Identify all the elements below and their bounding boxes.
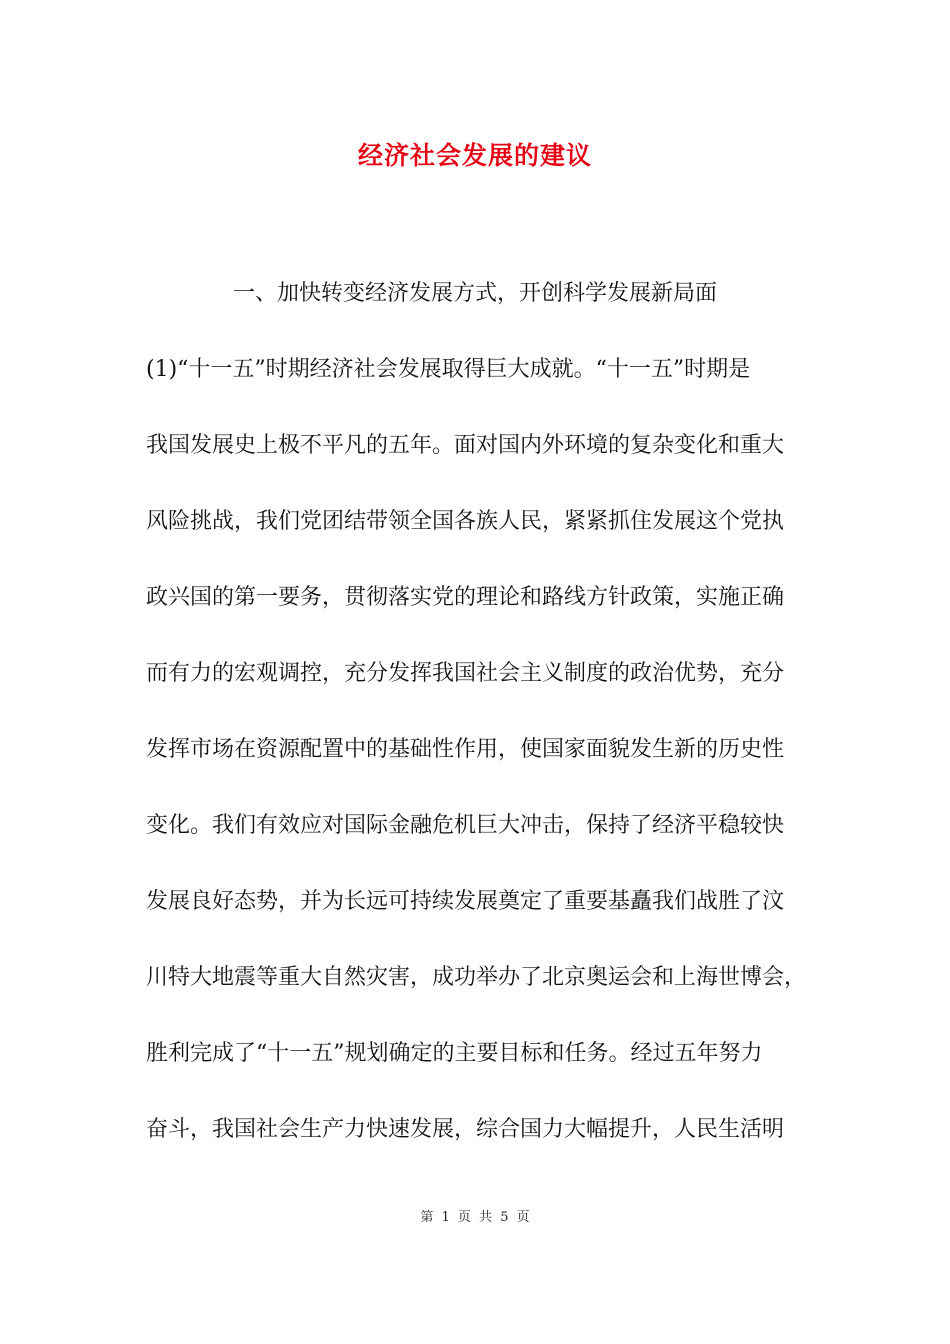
body-line: 政兴国的第一要务，贯彻落实党的理论和路线方针政策，实施正确: [146, 585, 785, 610]
body-line: 风险挑战，我们党团结带领全国各族人民，紧紧抓住发展这个党执: [146, 509, 785, 534]
section-heading: 一、加快转变经济发展方式，开创科学发展新局面: [232, 281, 717, 306]
body-line: 发展良好态势，并为长远可持续发展奠定了重要基矗我们战胜了汶: [146, 889, 785, 914]
document-title: 经济社会发展的建议: [357, 141, 592, 170]
body-line: 而有力的宏观调控，充分发挥我国社会主义制度的政治优势，充分: [146, 661, 785, 686]
body-line: 发挥市场在资源配置中的基础性作用，使国家面貌发生新的历史性: [146, 737, 785, 762]
body-line: (1)“十一五”时期经济社会发展取得巨大成就。“十一五”时期是: [146, 357, 751, 382]
body-line: 我国发展史上极不平凡的五年。面对国内外环境的复杂变化和重大: [146, 433, 785, 458]
body-line: 变化。我们有效应对国际金融危机巨大冲击，保持了经济平稳较快: [146, 813, 785, 838]
body-line: 奋斗，我国社会生产力快速发展，综合国力大幅提升，人民生活明: [146, 1117, 785, 1142]
body-line: 胜利完成了“十一五”规划确定的主要目标和任务。经过五年努力: [146, 1041, 763, 1066]
body-line: 川特大地震等重大自然灾害，成功举办了北京奥运会和上海世博会，: [146, 965, 806, 990]
page-footer: 第 1 页 共 5 页: [420, 1210, 530, 1225]
